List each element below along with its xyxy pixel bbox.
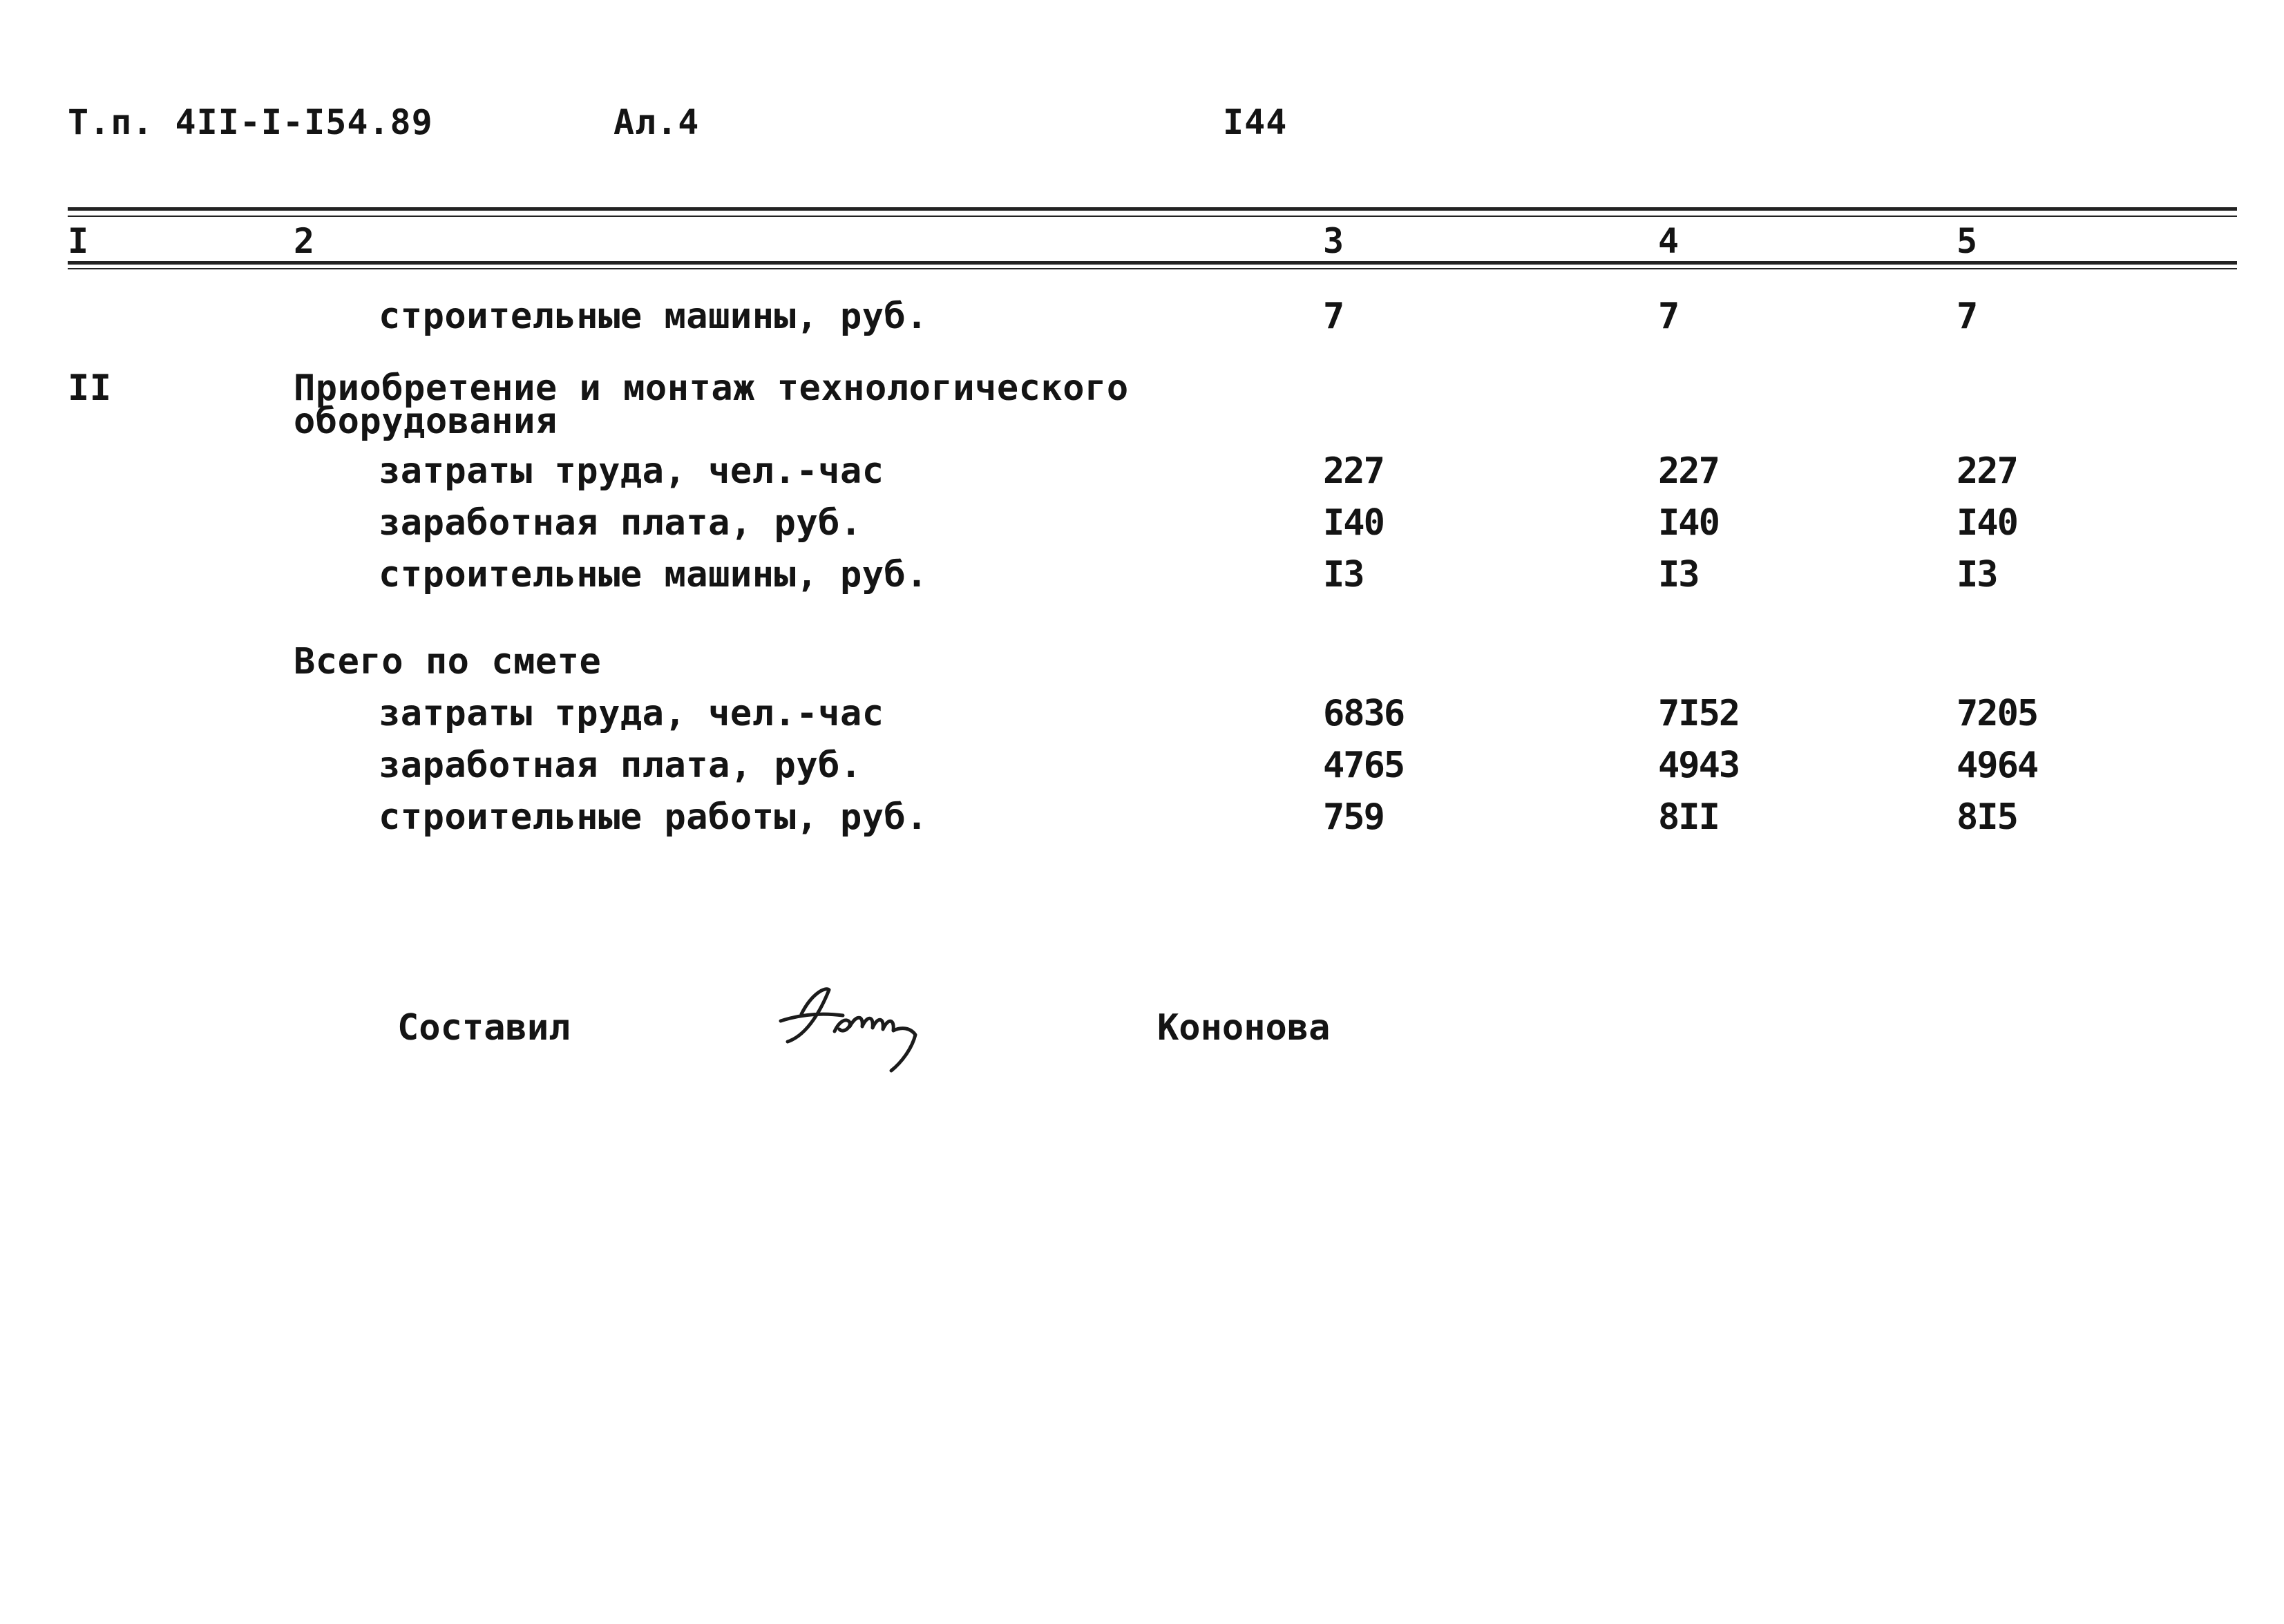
column-number-3: 3 <box>1323 221 1344 261</box>
table-header-rule-thin <box>68 268 2237 269</box>
table-cell-col5: I40 <box>1957 502 2017 544</box>
table-cell-col4: 227 <box>1658 450 1719 492</box>
table-cell-col4: 7 <box>1658 296 1679 337</box>
table-row-label: строительные машины, руб. <box>379 296 929 337</box>
table-cell-col3: 227 <box>1323 450 1384 492</box>
compiler-name: Кононова <box>1157 1007 1331 1049</box>
table-row-label: затраты труда, чел.-час <box>379 450 884 492</box>
table-row-label: строительные работы, руб. <box>379 796 929 838</box>
column-number-1: I <box>68 221 89 261</box>
table-cell-col5: 7205 <box>1957 693 2038 734</box>
column-number-2: 2 <box>294 221 315 261</box>
compiled-by-label: Составил <box>397 1007 571 1049</box>
table-cell-col3: I3 <box>1323 554 1364 595</box>
table-cell-col5: I3 <box>1957 554 1997 595</box>
document-code: Т.п. 4II-I-I54.89 <box>68 102 433 142</box>
table-cell-col5: 227 <box>1957 450 2017 492</box>
table-cell-col3: 7 <box>1323 296 1344 337</box>
table-row-label: заработная плата, руб. <box>379 745 862 786</box>
table-cell-col3: 6836 <box>1323 693 1405 734</box>
sheet-label: Ал.4 <box>613 102 700 142</box>
table-cell-col4: 7I52 <box>1658 693 1740 734</box>
table-row-label: заработная плата, руб. <box>379 502 862 544</box>
section-number: II <box>68 367 112 409</box>
column-number-4: 4 <box>1658 221 1679 261</box>
table-cell-col4: 8II <box>1658 796 1719 838</box>
table-cell-col5: 7 <box>1957 296 1977 337</box>
table-top-rule <box>68 207 2237 211</box>
section-title: Приобретение и монтаж технологического <box>294 367 1129 409</box>
table-row-label: строительные машины, руб. <box>379 554 929 595</box>
table-cell-col5: 8I5 <box>1957 796 2017 838</box>
table-header-rule <box>68 261 2237 265</box>
handwritten-signature <box>774 973 981 1076</box>
table-cell-col4: I40 <box>1658 502 1719 544</box>
table-cell-col3: 759 <box>1323 796 1384 838</box>
table-top-rule-thin <box>68 216 2237 217</box>
column-number-5: 5 <box>1957 221 1978 261</box>
table-cell-col4: 4943 <box>1658 745 1740 786</box>
section-title-continued: оборудования <box>294 401 558 442</box>
page-number: I44 <box>1223 102 1288 142</box>
total-heading: Всего по смете <box>294 641 602 682</box>
table-cell-col4: I3 <box>1658 554 1699 595</box>
table-cell-col3: I40 <box>1323 502 1384 544</box>
table-cell-col3: 4765 <box>1323 745 1405 786</box>
table-cell-col5: 4964 <box>1957 745 2038 786</box>
table-row-label: затраты труда, чел.-час <box>379 693 884 734</box>
